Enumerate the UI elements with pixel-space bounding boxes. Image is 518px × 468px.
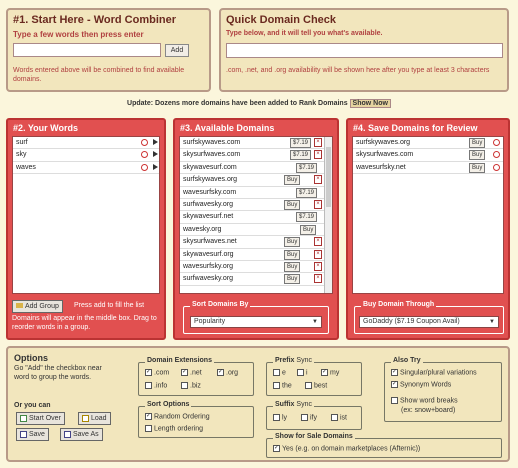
close-icon[interactable]: ×	[314, 150, 322, 159]
checkbox[interactable]: ✓	[146, 413, 152, 419]
price-tag[interactable]: $7.19	[296, 188, 317, 198]
quick-check-title: Quick Domain Check	[226, 14, 337, 26]
remove-icon[interactable]	[493, 151, 500, 158]
checkbox[interactable]	[145, 425, 152, 432]
remove-icon[interactable]	[141, 151, 148, 158]
suffix-group	[266, 401, 362, 430]
table-row[interactable]: skywavesurf.net $7.19	[180, 211, 332, 223]
domain-extensions-legend: Domain Extensions	[147, 357, 212, 364]
price-tag[interactable]: $7.19	[296, 212, 317, 222]
disk-icon	[64, 431, 71, 438]
close-icon[interactable]: ×	[314, 175, 322, 184]
list-item[interactable]: waves	[13, 162, 159, 174]
checkbox[interactable]	[331, 414, 338, 421]
update-tagline	[0, 100, 518, 107]
prefix-group	[266, 357, 362, 396]
close-icon[interactable]: ×	[314, 274, 322, 283]
checkbox[interactable]: ✓	[392, 369, 398, 375]
for-sale-legend: Show for Sale Domains	[275, 433, 353, 440]
buy-domain-select[interactable]: GoDaddy ($7.19 Coupon Avail) ▼	[359, 316, 499, 328]
prefix-best-option[interactable]: best	[305, 382, 327, 389]
quick-check-instruction: Type below, and it will tell you what's available.	[226, 30, 383, 37]
close-icon[interactable]: ×	[314, 237, 322, 246]
save-heading: Or you can	[14, 402, 51, 409]
buy-button[interactable]: Buy	[469, 150, 485, 160]
review-panel	[346, 118, 510, 340]
review-title: #4. Save Domains for Review	[353, 123, 478, 133]
options-description: Go "Add" the checkbox near word to group the words.	[14, 365, 102, 381]
ext-biz-option[interactable]: .biz	[181, 382, 201, 389]
your-words-title: #2. Your Words	[13, 123, 79, 133]
domain-extensions-group	[138, 357, 254, 396]
for-sale-group	[266, 433, 502, 458]
ext-com-option[interactable]: ✓ .com	[146, 369, 170, 377]
remove-icon[interactable]	[141, 164, 148, 171]
buy-button[interactable]: Buy	[300, 225, 316, 235]
table-row[interactable]: wavesurfsky.com $7.19	[180, 187, 332, 199]
sort-options-group	[138, 401, 254, 438]
close-icon[interactable]: ×	[314, 200, 322, 209]
random-order-option[interactable]: ✓ Random Ordering	[146, 413, 210, 421]
checkbox[interactable]	[181, 382, 188, 389]
checkbox[interactable]	[305, 382, 312, 389]
table-row[interactable]: surfskywaves.com $7.19 ×	[180, 137, 332, 149]
table-row[interactable]: skysurfwaves.net Buy ×	[180, 236, 332, 248]
available-domains-list[interactable]	[179, 136, 333, 294]
sort-options-legend: Sort Options	[147, 401, 190, 408]
ext-org-option[interactable]: ✓ .org	[218, 369, 239, 377]
your-words-panel	[6, 118, 166, 340]
list-item[interactable]: surfskywaves.org Buy	[353, 137, 503, 149]
close-icon[interactable]: ×	[314, 262, 322, 271]
prefix-legend: Prefix Sync	[275, 357, 312, 364]
table-row[interactable]: wavesurfsky.org Buy ×	[180, 261, 332, 273]
save-button[interactable]: Save	[16, 428, 49, 441]
load-button[interactable]: Load	[78, 412, 111, 425]
prefix-my-option[interactable]: ✓ my	[322, 369, 340, 377]
save-as-button[interactable]: Save As	[60, 428, 103, 441]
suffix-sync-label: Sync	[296, 401, 312, 408]
checkbox[interactable]	[391, 397, 398, 404]
buy-domain-label: Buy Domain Through	[363, 301, 435, 308]
prefix-i-option[interactable]: i	[297, 369, 308, 376]
also-try-legend: Also Try	[393, 357, 421, 364]
buy-button[interactable]: Buy	[469, 138, 485, 148]
folder-icon	[16, 303, 23, 308]
checkbox[interactable]	[297, 369, 304, 376]
price-tag[interactable]: $7.19	[296, 163, 317, 173]
drag-handle-icon[interactable]	[153, 151, 158, 157]
for-sale-option[interactable]: ✓ Yes (e.g. on domain marketplaces (Afternic))	[274, 445, 421, 453]
checkbox[interactable]	[301, 414, 308, 421]
buy-button[interactable]: Buy	[284, 237, 300, 247]
remove-icon[interactable]	[141, 139, 148, 146]
folder-open-icon	[82, 415, 89, 422]
checkbox[interactable]: ✓	[322, 369, 328, 375]
word-combiner-title: #1. Start Here - Word Combiner	[13, 14, 176, 26]
word-combiner-instruction: Type a few words then press enter	[13, 30, 144, 39]
disk-icon	[20, 431, 27, 438]
suffix-ify-option[interactable]: ify	[301, 414, 317, 421]
add-group-note: Press add to fill the list	[74, 302, 145, 309]
list-item[interactable]: wavesurfsky.net Buy	[353, 162, 503, 174]
suffix-ist-option[interactable]: ist	[331, 414, 347, 421]
word-breaks-option[interactable]: Show word breaks	[391, 397, 458, 404]
table-row[interactable]: wavesky.org Buy	[180, 224, 332, 236]
remove-icon[interactable]	[493, 164, 500, 171]
price-tag[interactable]: $7.19	[290, 138, 311, 148]
table-row[interactable]: surfwavesky.org Buy ×	[180, 199, 332, 211]
ext-net-option[interactable]: ✓ .net	[182, 369, 202, 377]
words-note: Domains will appear in the middle box. Drag to reorder words in a group.	[12, 315, 157, 331]
available-domains-title: #3. Available Domains	[180, 123, 275, 133]
sort-domains-select[interactable]: Popularity ▼	[190, 316, 322, 328]
length-order-option[interactable]: Length ordering	[145, 425, 203, 432]
list-item[interactable]: surf	[13, 137, 159, 149]
prefix-sync-label: Sync	[296, 357, 312, 364]
buy-domain-group	[354, 301, 504, 334]
refresh-icon	[20, 415, 27, 422]
also-try-group	[384, 357, 502, 422]
quick-check-input[interactable]	[226, 43, 503, 58]
sort-domains-label: Sort Domains By	[192, 301, 249, 308]
scrollbar[interactable]	[324, 137, 332, 293]
scrollbar-thumb[interactable]	[326, 147, 331, 207]
checkbox[interactable]	[145, 382, 152, 389]
buy-button[interactable]: Buy	[284, 274, 300, 284]
checkbox[interactable]	[273, 382, 280, 389]
buy-button[interactable]: Buy	[284, 250, 300, 260]
table-row[interactable]: skywavesurf.org Buy ×	[180, 249, 332, 261]
review-list[interactable]	[352, 136, 504, 294]
suffix-legend: Suffix Sync	[275, 401, 312, 408]
buy-button[interactable]: Buy	[284, 200, 300, 210]
buy-button[interactable]: Buy	[284, 262, 300, 272]
sort-domains-group	[183, 301, 329, 334]
word-combiner-note: Words entered above will be combined to find available domains.	[13, 67, 185, 83]
add-word-button[interactable]: Add	[165, 44, 189, 57]
checkbox[interactable]: ✓	[392, 381, 398, 387]
list-item[interactable]: skysurfwaves.com Buy	[353, 149, 503, 161]
start-over-button[interactable]: Start Over	[16, 412, 65, 425]
table-row[interactable]: skysurfwaves.com $7.19 ×	[180, 149, 332, 161]
word-combiner-panel	[6, 8, 211, 92]
plural-variations-option[interactable]: ✓ Singular/plural variations	[392, 369, 477, 377]
options-panel	[6, 346, 510, 462]
checkbox[interactable]	[273, 414, 280, 421]
prefix-the-option[interactable]: the	[273, 382, 292, 389]
show-now-link[interactable]: Show Now	[350, 99, 391, 108]
word-breaks-example: (ex: snow+board)	[401, 407, 456, 414]
list-item[interactable]: sky	[13, 149, 159, 161]
buy-button[interactable]: Buy	[469, 163, 485, 173]
prefix-e-option[interactable]: e	[273, 369, 286, 376]
table-row[interactable]: surfwavesky.org Buy ×	[180, 273, 332, 285]
close-icon[interactable]: ×	[314, 138, 322, 147]
buy-button[interactable]: Buy	[284, 175, 300, 185]
synonym-words-option[interactable]: ✓ Synonym Words	[392, 381, 452, 389]
drag-handle-icon[interactable]	[153, 139, 158, 145]
word-input[interactable]	[13, 43, 161, 57]
table-row[interactable]: skywavesurf.com $7.19	[180, 162, 332, 174]
drag-handle-icon[interactable]	[153, 164, 158, 170]
available-domains-panel	[173, 118, 339, 340]
table-row[interactable]: surfskywaves.org Buy ×	[180, 174, 332, 186]
price-tag[interactable]: $7.19	[290, 150, 311, 160]
checkbox[interactable]: ✓	[146, 369, 152, 375]
chevron-down-icon: ▼	[489, 319, 495, 325]
checkbox[interactable]: ✓	[182, 369, 188, 375]
quick-check-panel	[219, 8, 509, 92]
add-group-button[interactable]: Add Group	[12, 300, 63, 313]
options-title: Options	[14, 353, 48, 363]
words-list[interactable]	[12, 136, 160, 294]
checkbox[interactable]	[273, 369, 280, 376]
close-icon[interactable]: ×	[314, 250, 322, 259]
update-text: Update: Dozens more domains have been added to Rank Domains	[127, 100, 348, 107]
checkbox[interactable]: ✓	[274, 445, 280, 451]
ext-info-option[interactable]: .info	[145, 382, 167, 389]
quick-check-note: .com, .net, and .org availability will be shown here after you type at least 3 characters	[226, 67, 490, 74]
chevron-down-icon: ▼	[312, 319, 318, 325]
remove-icon[interactable]	[493, 139, 500, 146]
checkbox[interactable]: ✓	[218, 369, 224, 375]
suffix-ly-option[interactable]: ly	[273, 414, 287, 421]
